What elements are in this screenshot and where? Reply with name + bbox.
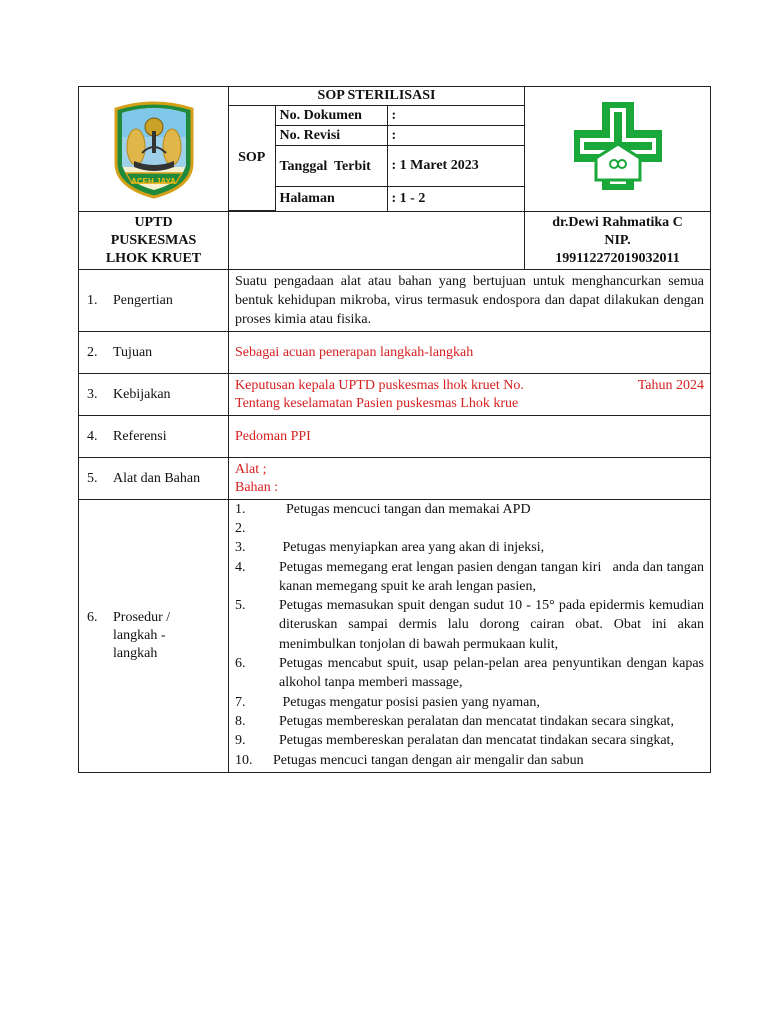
- row-content-tujuan: Sebagai acuan penerapan langkah-langkah: [229, 332, 711, 374]
- procedure-step-number: 5.: [235, 598, 246, 614]
- procedure-step: [235, 693, 704, 712]
- field-label-no-revisi: No. Revisi: [275, 126, 387, 146]
- procedure-step: [235, 538, 704, 557]
- row-label-kebijakan: 3. Kebijakan: [79, 374, 229, 416]
- procedure-step: [235, 751, 704, 770]
- sop-label: SOP: [229, 106, 275, 211]
- field-value-halaman: : 1 - 2: [387, 186, 524, 210]
- row-content-referensi: Pedoman PPI: [229, 416, 711, 458]
- procedure-step: [235, 596, 708, 654]
- kebijakan-line-2: Tentang keselamatan Pasien puskesmas Lhok krue: [235, 395, 519, 411]
- org-name: [79, 212, 229, 270]
- procedure-step-text: Petugas mencabut spuit, usap pelan-pelan area penyuntikan dengan kapas alkohol tanpa memberi massage,: [279, 656, 708, 691]
- puskesmas-logo-cell: [525, 87, 711, 212]
- procedure-step-text: Petugas mencuci tangan dan memakai APD: [279, 502, 531, 517]
- procedure-step-number: 8.: [235, 713, 246, 729]
- procedure-step: [235, 654, 708, 693]
- alat-line: Alat ;: [235, 461, 267, 477]
- procedure-step-text: Petugas menyiapkan area yang akan di injeksi,: [279, 540, 545, 556]
- procedure-step-number: 6.: [235, 656, 246, 672]
- org-line-3: LHOK KRUET: [105, 250, 202, 266]
- procedure-steps: [229, 500, 711, 773]
- kebijakan-year: Tahun 2024: [637, 377, 704, 393]
- procedure-step-text: Petugas memasukan spuit dengan sudut 10 - 15° pada epidermis kemudian diteruskan sampai dermis lalu dorong cairan obat. Obat ini akan menimbulkan tonjolan di bawah permukaan kulit,: [279, 598, 708, 652]
- signer-name: dr.Dewi Rahmatika C: [552, 214, 683, 230]
- field-value-tanggal-terbit: : 1 Maret 2023: [387, 146, 524, 186]
- procedure-step: [235, 558, 708, 597]
- field-label-halaman: Halaman: [275, 186, 387, 210]
- procedure-step-number: 7.: [235, 694, 246, 710]
- row-label-prosedur: 6. Prosedur / langkah - langkah: [79, 500, 229, 773]
- org-line-1: UPTD: [134, 214, 173, 230]
- row-label-alat-bahan: 5. Alat dan Bahan: [79, 458, 229, 500]
- procedure-step-text: Petugas mencuci tangan dengan air mengalir dan sabun: [273, 752, 584, 768]
- procedure-step-number: 4.: [235, 559, 246, 575]
- field-label-no-dokumen: No. Dokumen: [275, 106, 387, 126]
- kebijakan-line-1: Keputusan kepala UPTD puskesmas lhok kruet No.: [235, 377, 524, 393]
- procedure-step-number: 1.: [235, 502, 246, 517]
- org-line-2: PUSKESMAS: [110, 232, 197, 248]
- row-label-tujuan: 2. Tujuan: [79, 332, 229, 374]
- sop-meta-table: [229, 87, 524, 211]
- row-content-kebijakan: [229, 374, 711, 416]
- row-content-alat-bahan: [229, 458, 711, 500]
- procedure-step: [235, 731, 704, 750]
- procedure-step-text: [279, 519, 704, 538]
- procedure-step-text: Petugas memegang erat lengan pasien dengan tangan kiri anda dan tangan kanan memegang spuit ke arah lengan pasien,: [279, 559, 708, 594]
- bahan-line: Bahan :: [235, 479, 279, 495]
- procedure-step-list: [235, 500, 708, 770]
- procedure-step-number: 3.: [235, 540, 246, 556]
- procedure-step: [235, 712, 704, 731]
- procedure-step: [235, 519, 704, 538]
- procedure-step-number: 10.: [235, 752, 253, 768]
- signer-block: [525, 212, 711, 270]
- field-label-tanggal-terbit: Tanggal Terbit: [275, 146, 387, 186]
- procedure-step-text: Petugas mengatur posisi pasien yang nyaman,: [279, 694, 540, 710]
- row-content-pengertian: Suatu pengadaan alat atau bahan yang bertujuan untuk menghancurkan semua bentuk kehidupan mikroba, virus termasuk endospora dan dapat dilakukan dengan proses kimia atau fisika.: [229, 270, 711, 332]
- row-label-referensi: 4. Referensi: [79, 416, 229, 458]
- aceh-jaya-logo-cell: [79, 87, 229, 212]
- signer-nip-number: 199112272019032011: [555, 250, 680, 266]
- procedure-step-text: Petugas membereskan peralatan dan mencatat tindakan secara singkat,: [279, 733, 674, 749]
- field-value-no-revisi: :: [387, 126, 524, 146]
- sop-title: SOP STERILISASI: [229, 87, 524, 106]
- puskesmas-cross-icon: [570, 98, 666, 194]
- procedure-step-number: 9.: [235, 733, 246, 749]
- procedure-step-number: 2.: [235, 521, 246, 537]
- sop-meta-cell: [229, 87, 525, 212]
- signer-nip-label: NIP.: [604, 232, 631, 248]
- procedure-step-text: Petugas membereskan peralatan dan mencatat tindakan secara singkat,: [279, 713, 674, 729]
- sop-document: [78, 86, 710, 773]
- procedure-step: [235, 500, 704, 519]
- field-value-no-dokumen: :: [387, 106, 524, 126]
- empty-middle-cell: [229, 212, 525, 270]
- sop-table: [78, 86, 711, 773]
- row-label-pengertian: 1. Pengertian: [79, 270, 229, 332]
